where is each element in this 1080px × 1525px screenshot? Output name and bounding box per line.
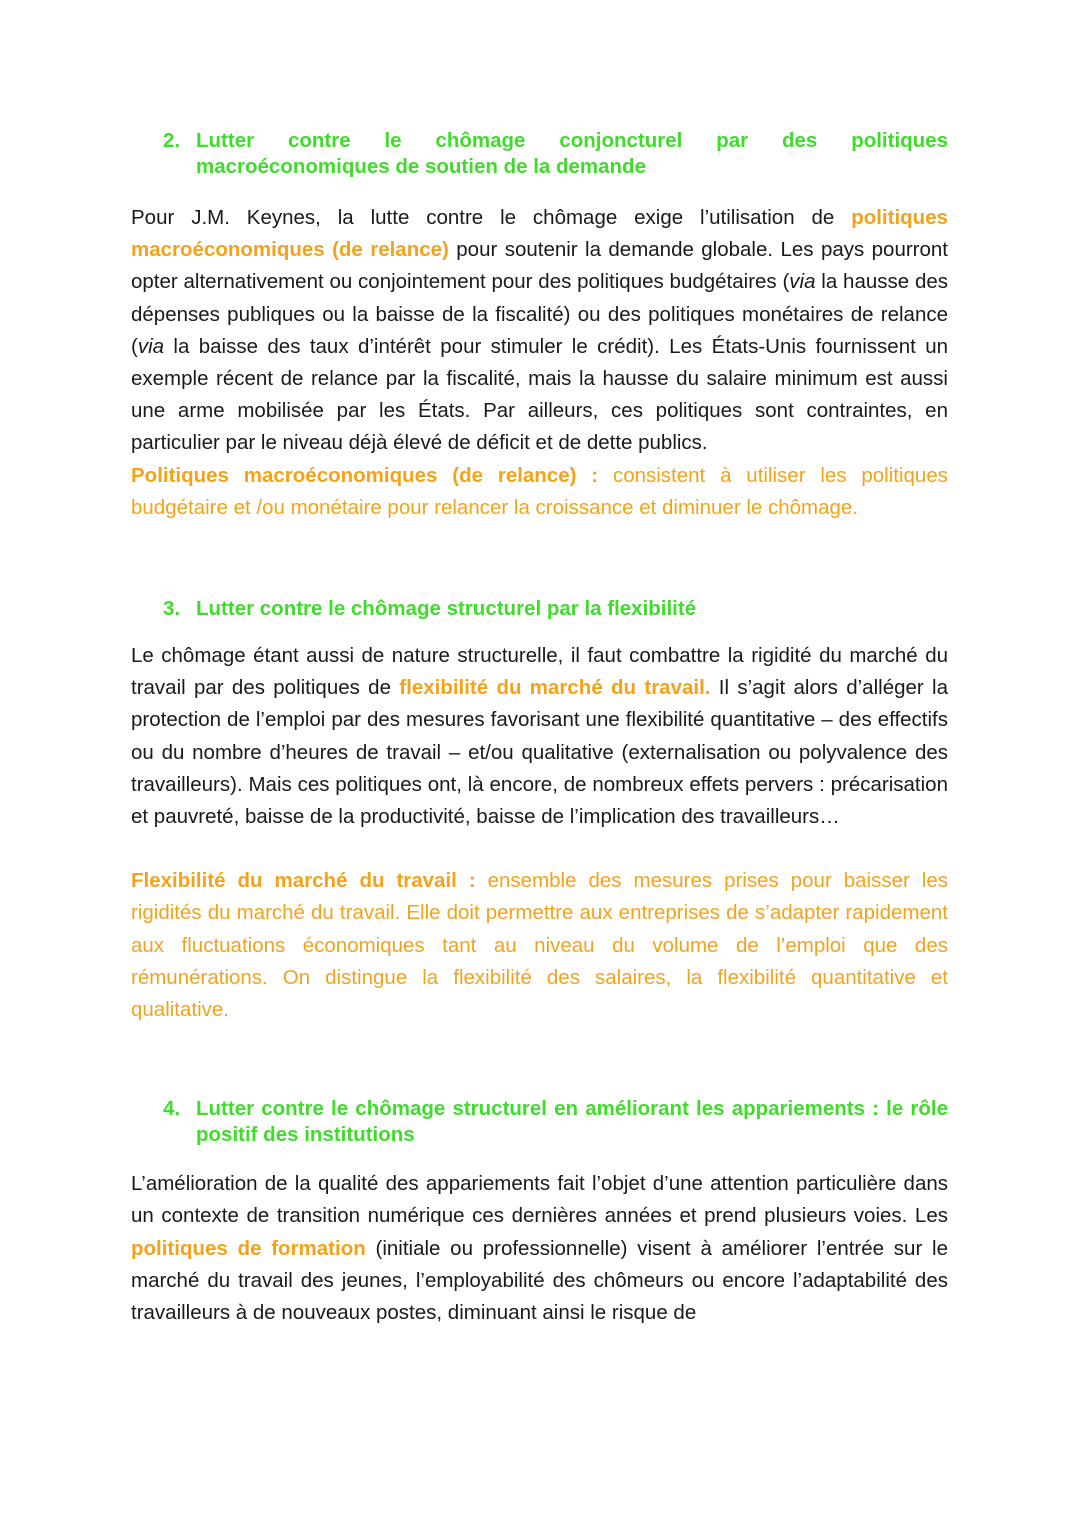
- section-3-heading: [163, 596, 948, 622]
- key-term: flexibilité du marché du travail.: [399, 676, 711, 700]
- section-3-definition: [131, 865, 948, 1026]
- section-title: Lutter contre le chômage structurel par la flexibilité: [196, 597, 697, 621]
- text-run: Le chômage étant aussi de nature structurelle, il faut combattre la rigidité du marché du travail par des politiques de: [131, 644, 948, 700]
- text-run: la hausse des dépenses publiques ou la baisse de la fiscalité) ou des politiques monétaires de relance (: [131, 270, 948, 358]
- text-run: (initiale ou professionnelle) visent à améliorer l’entrée sur le marché du travail des jeunes, l’employabilité des chômeurs ou encore l’adaptabilité des travailleurs à de nouveaux postes, diminuant ainsi le risque de: [131, 1236, 948, 1325]
- text-run: pour soutenir la demande globale. Les pays pourront opter alternativement ou conjointement pour des politiques budgétaires (: [131, 238, 949, 294]
- section-number: 4.: [163, 1097, 181, 1121]
- section-2-definition: [131, 460, 948, 524]
- definition-term: Flexibilité du marché du travail :: [131, 869, 476, 893]
- section-2-paragraph: [131, 202, 948, 460]
- definition-term: Politiques macroéconomiques (de relance) :: [131, 463, 599, 487]
- text-run: la baisse des taux d’intérêt pour stimuler le crédit). Les États-Unis fournissent un exemple récent de relance par la fiscalité, mais la hausse du salaire minimum est aussi une arme mobilisée par les États. Par ailleurs, ces politiques sont contraintes, en particulier par le niveau déjà élevé de déficit et de dette publics.: [131, 334, 948, 455]
- text-run: Il s’agit alors d’alléger la protection de l’emploi par des mesures favorisant une flexibilité quantitative – des effectifs ou du nombre d’heures de travail – et/ou qualitative (externalisation ou polyvalence des travailleurs). Mais ces politiques ont, là encore, de nombreux effets pervers : précarisation et pauvreté, baisse de la productivité, baisse de l’implication des travailleurs…: [131, 676, 948, 829]
- definition-text: ensemble des mesures prises pour baisser les rigidités du marché du travail. Elle doit permettre aux entreprises de s’adapter rapidement aux fluctuations économiques tant au niveau du volume de l’emploi que des rémunérations. On distingue la flexibilité des salaires, la flexibilité quantitative et qualitative.: [131, 869, 948, 1022]
- section-title: Lutter contre le chômage conjoncturel par des politiques macroéconomiques de soutien de la demande: [196, 129, 948, 178]
- document-page: [131, 128, 948, 1329]
- section-number: 2.: [163, 129, 181, 152]
- section-title: Lutter contre le chômage structurel en améliorant les appariements : le rôle positif des institutions: [196, 1097, 948, 1147]
- section-number: 3.: [163, 597, 181, 621]
- section-4-paragraph: [131, 1168, 948, 1329]
- text-run: Pour J.M. Keynes, la lutte contre le chômage exige l’utilisation de: [131, 206, 852, 229]
- key-term: politiques macroéconomiques (de relance): [131, 206, 948, 262]
- key-term: politiques de formation: [131, 1236, 366, 1260]
- section-4-heading: [163, 1096, 948, 1148]
- section-2-heading: [163, 128, 948, 180]
- definition-text: consistent à utiliser les politiques budgétaire et /ou monétaire pour relancer la croissance et diminuer le chômage.: [131, 463, 948, 519]
- section-3-paragraph: [131, 640, 948, 833]
- text-run: via: [789, 270, 816, 294]
- text-run: via: [137, 334, 165, 358]
- text-run: L’amélioration de la qualité des appariements fait l’objet d’une attention particulière dans un contexte de transition numérique ces dernières années et prend plusieurs voies. Les: [131, 1172, 948, 1228]
